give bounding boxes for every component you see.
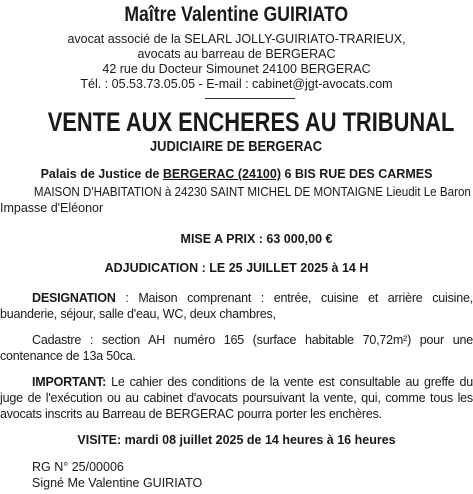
divider [205,98,295,99]
important-label: IMPORTANT: [32,375,107,389]
signature-line: Signé Me Valentine GUIRIATO [32,476,203,490]
lawyer-name: Maître Valentine GUIRIATO [124,3,349,26]
property-row-1 [0,185,473,200]
lawyer-name-row [0,3,473,27]
property-address: Impasse d'Eléonor [0,201,104,215]
address-line: 42 rue du Docteur Simounet 24100 BERGERAC [102,62,371,76]
court-street: 6 BIS RUE DES CARMES [280,167,433,181]
designation-text: : Maison comprenant : entrée, cuisine et arrière cuisine, buanderie, séjour, salle d'eau, WC, deux chambres, [0,291,473,321]
designation-paragraph [0,290,473,322]
important-paragraph [0,374,473,422]
subtitle-row [0,138,473,156]
important-text: Le cahier des conditions de la vente est consultable au greffe du juge de l'exécution ou au cabinet d'avocats poursuivant la vente, qui, comme tous les avocats inscrits au Barreau de BERGERAC pourra porter les enchères. [0,375,473,421]
court-city: BERGERAC (24100) [162,167,281,181]
notice-title: VENTE AUX ENCHERES AU TRIBUNAL [47,107,455,137]
court-location [0,167,473,182]
cadastre-paragraph: Cadastre : section AH numéro 165 (surface habitable 70,72m²) pour une contenance de 13a 50ca. [0,333,473,363]
starting-price: MISE A PRIX : 63 000,00 € [180,232,333,246]
title-row [0,107,473,137]
designation-label: DESIGNATION [32,291,116,305]
court-prefix: Palais de Justice de [40,167,163,181]
property-description: MAISON D'HABITATION à 24230 SAINT MICHEL DE MONTAIGNE Lieudit Le Baron [33,185,471,199]
bar-line: avocats au barreau de BERGERAC [137,47,336,61]
adjudication-date: ADJUDICATION : LE 25 JUILLET 2025 à 14 H [104,261,369,275]
firm-line: avocat associé de la SELARL JOLLY-GUIRIATO-TRARIEUX, [67,32,406,46]
case-number: RG N° 25/00006 [32,460,124,474]
contact-line: Tél. : 05.53.73.05.05 - E-mail : cabinet@jgt-avocats.com [80,77,393,91]
visit-schedule: VISITE: mardi 08 juillet 2025 de 14 heures à 16 heures [77,433,396,447]
notice-subtitle: JUDICIAIRE DE BERGERAC [150,138,323,155]
